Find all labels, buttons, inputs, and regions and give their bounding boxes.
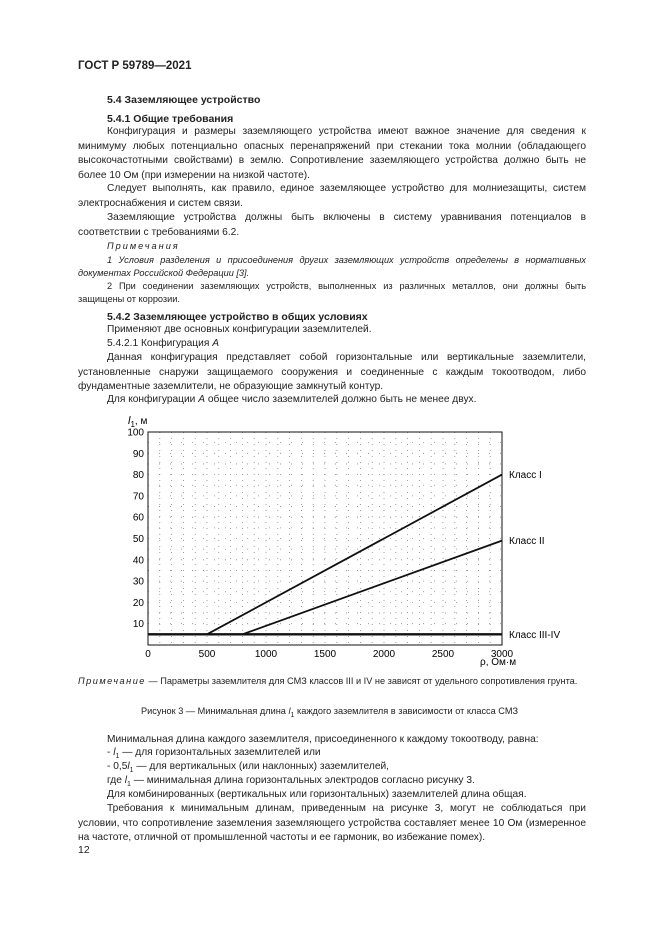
section-5-4-1-title: 5.4.1 Общие требования [107,113,234,125]
text-fragment: общее число заземлителей должно быть не менее двух. [205,394,477,405]
chart-grid [148,432,502,645]
x-tick-label: 2500 [431,649,455,660]
paragraph-combined: Для комбинированных (вертикальных или горизонтальных) заземлителей длина общая. [107,789,527,800]
y-tick-label: 30 [132,576,144,588]
series-label: Класс III-IV [509,629,561,641]
series-label: Класс II [509,536,545,548]
x-tick-label: 1500 [313,649,337,660]
note-2: 2 При соединении заземляющих устройств, выполненных из различных металлов, они должны быть защищены от коррозии. [78,281,586,304]
symbol-l: l [127,761,130,772]
x-tick-label: 2000 [372,649,396,660]
x-tick-label: 3000 [490,649,514,660]
caption-part: каждого заземлителя в зависимости от класса СМЗ [294,706,519,716]
config-letter: А [212,338,219,349]
y-tick-label: 100 [127,427,144,439]
series-label: Класс I [509,470,542,482]
section-5-4-title: 5.4 Заземляющее устройство [107,94,261,106]
symbol-l: l [124,775,127,786]
y-tick-label: 50 [132,534,144,545]
paragraph-configuration: Конфигурация и размеры заземляющего устройства имеют важное значение для сведения к минимуму любых потенциально опасных перенапряжений при стекании тока молнии (обладающего высокочастотными свойствами) в землю. Сопротивление заземляющего устройства должно быть не более 10 Ом (при измерении на низкой частоте). [78,126,586,181]
figure-note-label: Примечание [78,676,146,686]
text-fragment: где [107,775,125,786]
text-fragment: Для конфигурации [107,394,199,405]
subscript: 1 [115,753,120,761]
y-tick-label: 60 [132,512,144,524]
text-fragment: — минимальная длина горизонтальных электродов согласно рисунку 3. [130,775,475,786]
caption-subscript: 1 [290,711,295,719]
figure-note [78,675,588,688]
notes-title: Примечания [107,241,180,251]
y-tick-label: 10 [132,619,144,631]
y-tick-labels [127,428,144,631]
y-axis-unit: , м [134,416,148,427]
subsection-5-4-2-1-label: 5.4.2.1 Конфигурация [107,338,213,349]
document-header: ГОСТ Р 59789—2021 [78,60,192,72]
note-1: 1 Условия разделения и присоединения других заземляющих устройств определены в нормативных документах Российской Федерации [3]. [78,255,586,278]
symbol-l: l [113,747,116,758]
y-tick-label: 20 [132,597,144,609]
y-axis-label [128,415,147,429]
paragraph-two-configs: Применяют две основных конфигурации заземлителей. [107,324,372,335]
y-axis-subscript: 1 [130,420,135,429]
section-5-4-2-title: 5.4.2 Заземляющее устройство в общих условиях [107,311,368,323]
figure-caption [141,705,518,722]
paragraph-min-length: Минимальная длина каждого заземлителя, присоединенного к каждому токоотводу, равна: [107,734,539,745]
y-tick-label: 80 [132,470,144,482]
text-fragment: — для вертикальных (или наклонных) заземлителей, [133,761,390,772]
y-tick-label: 70 [132,491,144,503]
text-fragment: - 0,5 [107,761,128,772]
config-letter: А [198,394,205,405]
x-tick-labels [145,649,513,660]
paragraph-config-a: Данная конфигурация представляет собой горизонтальные или вертикальные заземлители, установленные снаружи защищаемого сооружения и соединенные с каждым токоотводом, либо фундаментные заземлители, не образующие замкнутый контур. [78,352,586,392]
x-tick-label: 500 [198,649,216,660]
paragraph-requirements: Требования к минимальным длинам, приведенным на рисунке 3, могут не соблюдаться при условии, что сопротивление заземления заземляющего устройства составляет менее 10 Ом (измеренное на частоте, отличной от промышленной частоты и ее гармоник, во избежание помех). [78,803,586,843]
x-tick-origin: 0 [145,649,151,660]
subscript: 1 [129,767,134,775]
text-fragment: - [107,747,114,758]
text-fragment: — для горизонтальных заземлителей или [119,747,321,758]
paragraph-equipotential: Заземляющие устройства должны быть включены в систему уравнивания потенциалов в соответствии с требованиями 6.2. [78,212,586,238]
x-tick-label: 1000 [254,649,278,660]
caption-symbol: l [288,706,291,716]
y-axis-symbol: l [128,415,131,427]
page-number: 12 [78,844,90,856]
figure-note-text: — Параметры заземлителя для СМЗ классов III и IV не зависят от удельного сопротивления грунта. [145,676,578,686]
series-line [148,541,502,635]
x-axis-label: ρ, Ом·м [480,657,517,668]
y-tick-label: 90 [132,448,144,460]
paragraph-single-grounding: Следует выполнять, как правило, единое заземляющее устройство для молниезащиты, систем электроснабжения и систем связи. [78,183,586,209]
caption-part: Рисунок 3 — Минимальная длина [141,706,289,716]
subscript: 1 [126,781,131,789]
series-labels [509,470,560,641]
y-tick-label: 40 [132,555,144,567]
